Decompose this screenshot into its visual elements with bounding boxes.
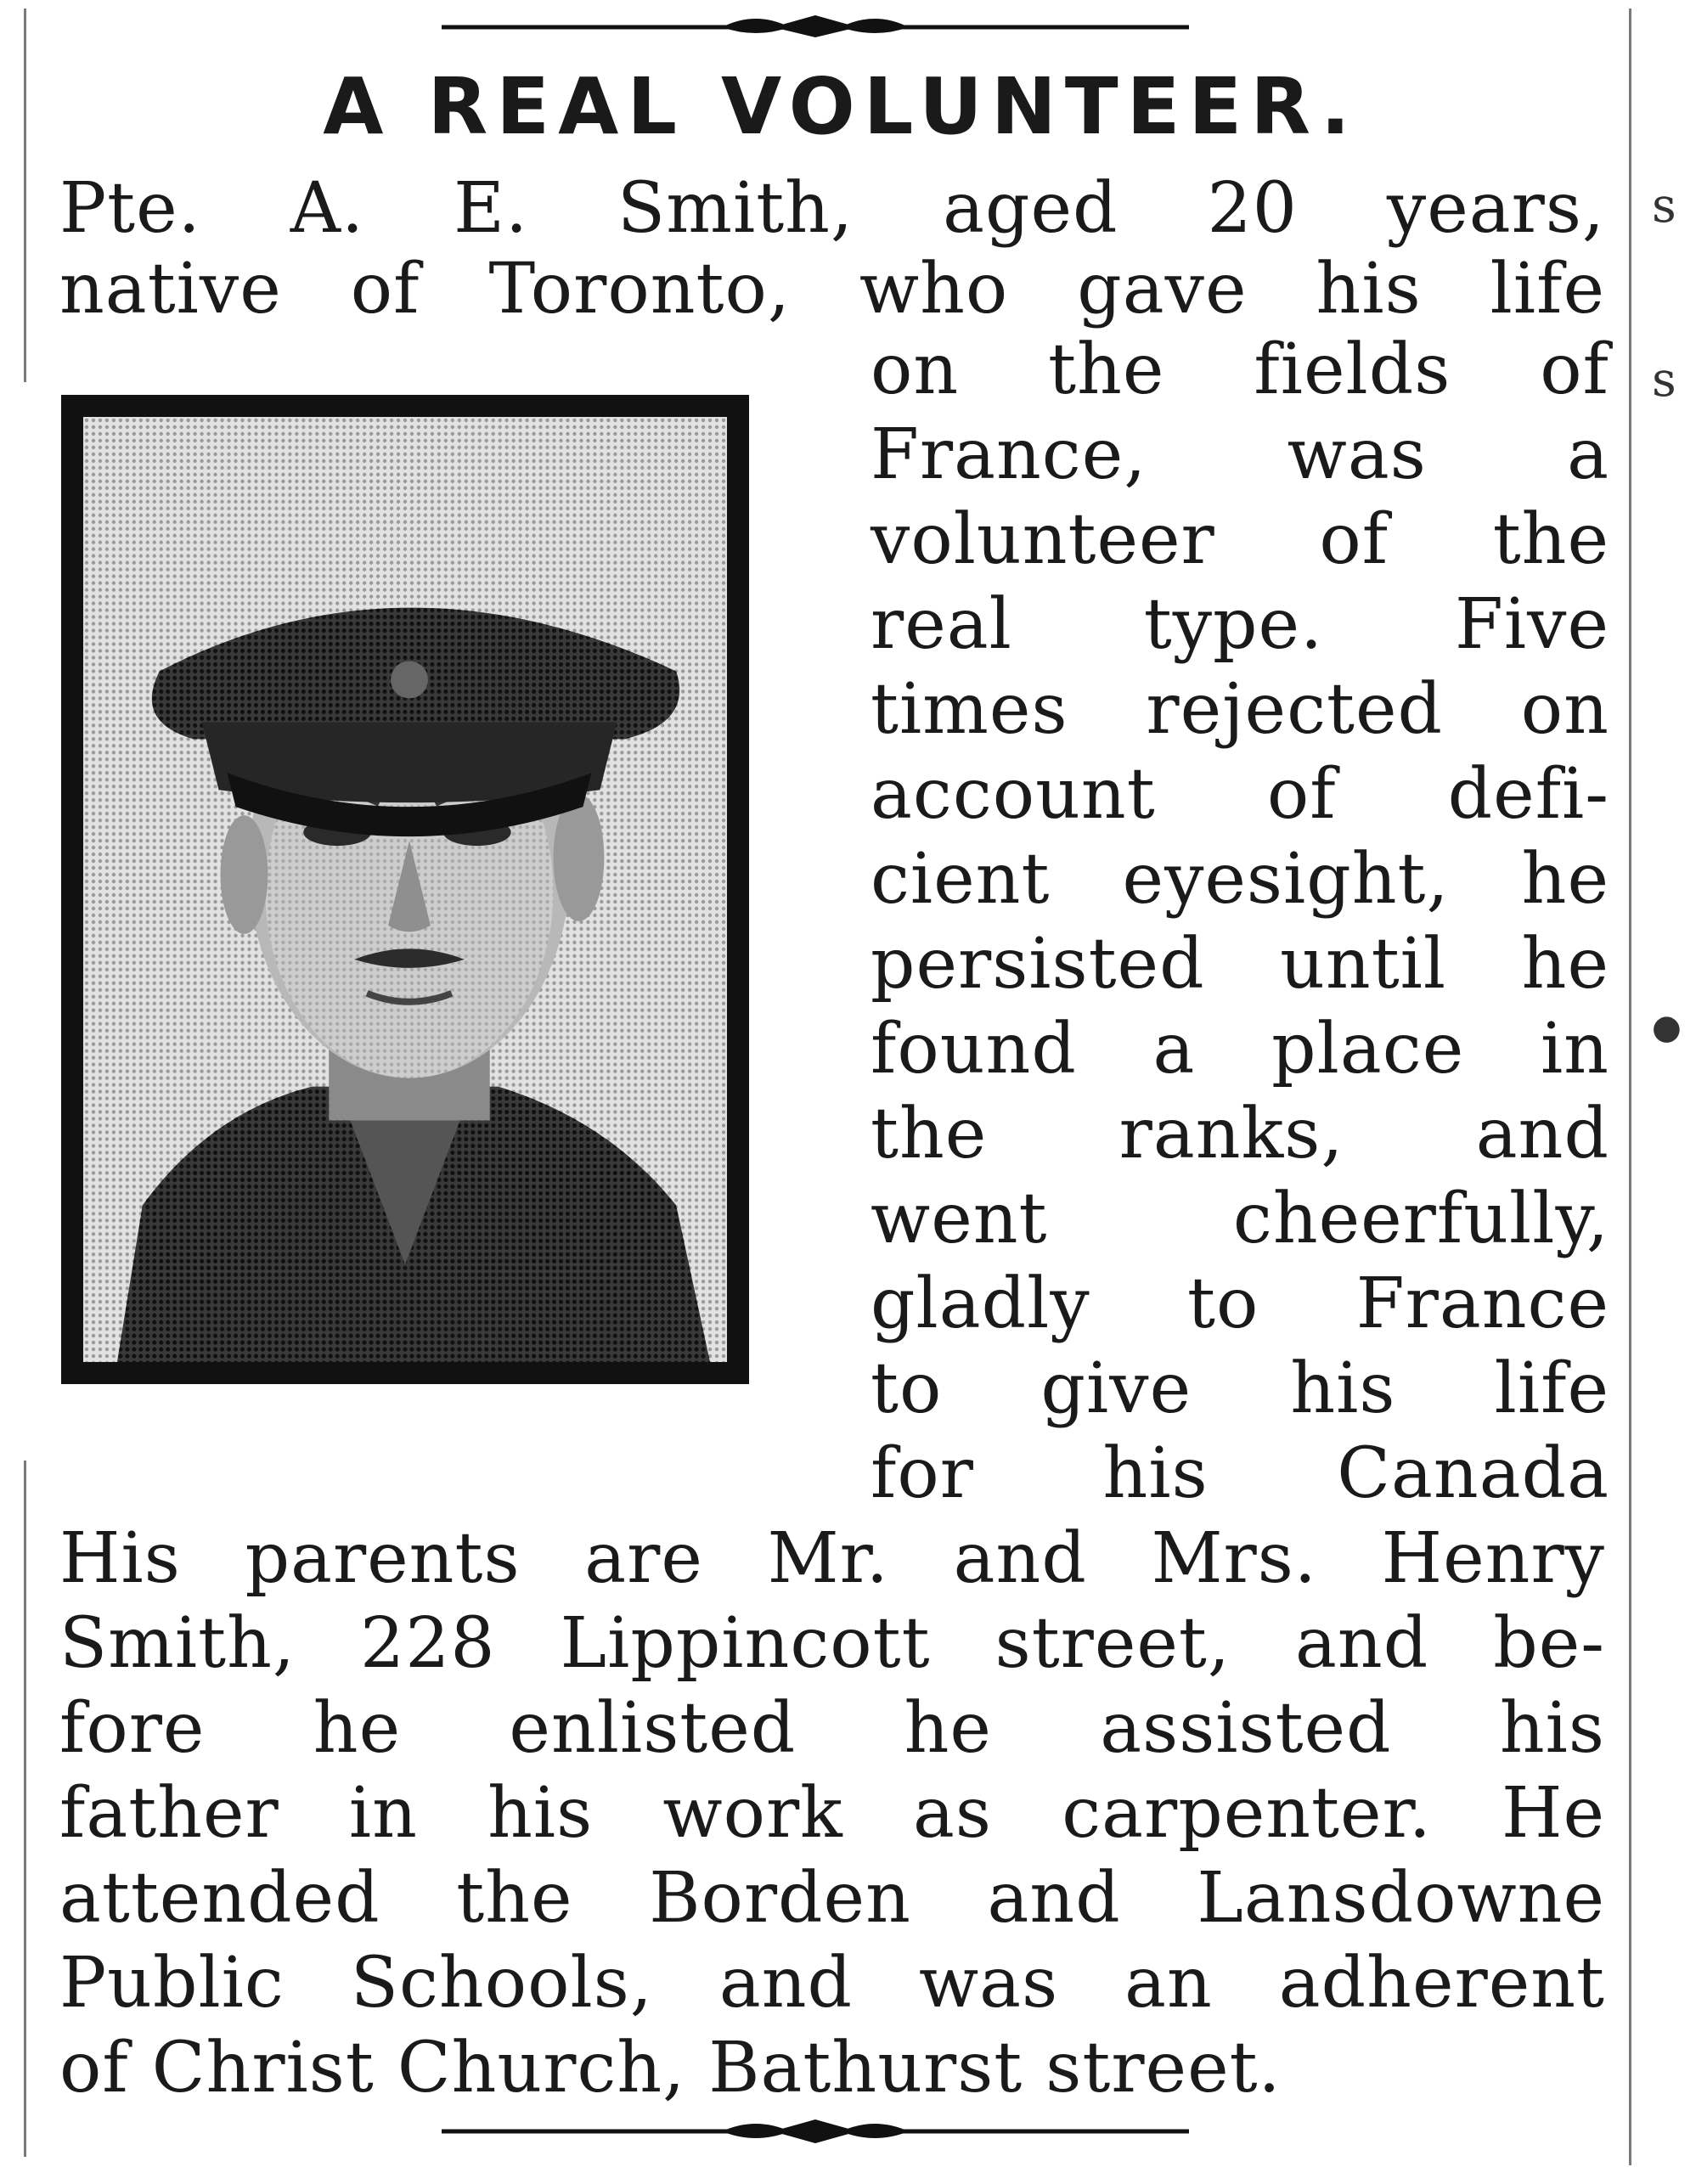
column-rule-left [24, 8, 26, 382]
article-line: father in his work as carpenter. He [59, 1773, 1605, 1854]
article-line: cient eyesight, he [871, 839, 1609, 920]
article-line: to give his life [871, 1348, 1609, 1429]
adjacent-column-fragment: s [1652, 178, 1676, 234]
article-line: Public Schools, and was an adherent [59, 1943, 1605, 2024]
article-line: went cheerfully, [871, 1179, 1609, 1259]
article-line: Smith, 228 Lippincott street, and be- [59, 1603, 1605, 1684]
article-line: the ranks, and [871, 1094, 1609, 1174]
article-line: on the fields of [871, 329, 1609, 410]
article-line: His parents are Mr. and Mrs. Henry [59, 1518, 1605, 1599]
soldier-portrait-photo [83, 417, 727, 1362]
article-line: account of defi- [871, 754, 1609, 835]
article-line: found a place in [871, 1009, 1609, 1089]
article-line: gladly to France [871, 1264, 1609, 1344]
article-line: for his Canada [871, 1433, 1609, 1514]
article-line: Pte. A. E. Smith, aged 20 years, [59, 168, 1605, 249]
article-line: times rejected on [871, 669, 1609, 750]
article-line: real type. Five [871, 584, 1609, 665]
top-decorative-dash [442, 5, 1189, 39]
headline: A REAL VOLUNTEER. [323, 61, 1359, 152]
column-rule-left-lower [24, 1461, 26, 2157]
article-line: volunteer of the [871, 499, 1609, 580]
bottom-decorative-dash [442, 2114, 1189, 2148]
adjacent-column-fragment: ● [1652, 1008, 1682, 1047]
column-rule-right [1629, 8, 1631, 2165]
article-line: attended the Borden and Lansdowne [59, 1858, 1605, 1939]
article-line: persisted until he [871, 924, 1609, 1005]
article-line: native of Toronto, who gave his life [59, 249, 1605, 329]
portrait-frame [61, 395, 749, 1384]
article-line: fore he enlisted he assisted his [59, 1688, 1605, 1769]
adjacent-column-fragment: s [1652, 352, 1676, 408]
article-line: of Christ Church, Bathurst street. [59, 2028, 1282, 2108]
article-line: France, was a [871, 414, 1609, 495]
